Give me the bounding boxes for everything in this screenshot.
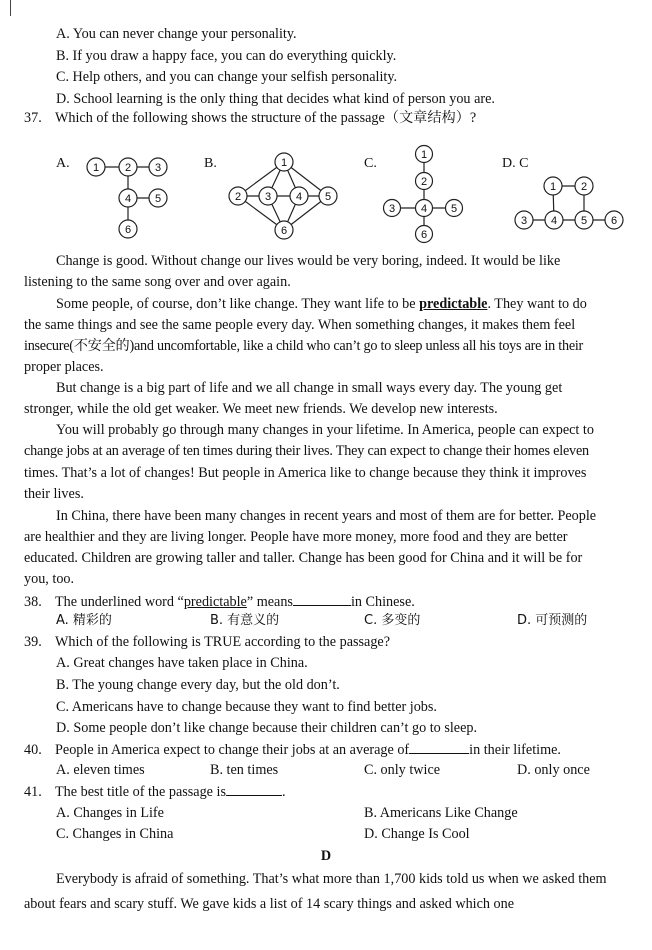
node-label: 1 [549,181,557,193]
node-label: 5 [154,193,162,205]
node-label: 4 [124,193,132,205]
node-label: 5 [324,191,332,203]
node-label: 2 [234,191,242,203]
answer-blank[interactable] [409,739,469,754]
passage-line: But change is a big part of life and we all change in small ways every day. The young get [56,380,563,396]
question-text: The best title of the passage is [55,784,226,800]
node-label: 6 [280,225,288,237]
q36-option-a: A. You can never change your personality. [56,26,297,42]
q40-option-c: C. only twice [364,762,441,778]
q38-option-d: D. 可预测的 [517,613,588,628]
structure-diagram-b [222,146,346,244]
question-number: 38. [24,594,42,610]
question-text: People in America expect to change their jobs at an average of [55,742,410,758]
node-label: 4 [420,203,428,215]
passage-line [56,294,587,315]
structure-diagram-a [80,148,180,244]
passage-line: you, too. [24,571,75,587]
structure-diagram-c [374,142,470,246]
diagram-label-d: D. C [502,156,529,171]
passage-line: are healthier and they are living longer. People have more money, more food and they are better [24,529,568,545]
q39-option-b: B. The young change every day, but the old don’t. [56,677,340,693]
node-label: 1 [92,162,100,174]
q38-option-b: B. 有意义的 [210,613,280,628]
passage-line: their lives. [24,486,84,502]
node-label: 1 [280,157,288,169]
passage-line: You will probably go through many changes in your lifetime. In America, people can expect to [56,422,594,438]
q41-option-d: D. Change Is Cool [364,826,470,842]
passage-line: Change is good. Without change our lives would be very boring, indeed. It would be like [56,253,561,269]
node-label: 6 [124,224,132,236]
node-label: 3 [388,203,396,215]
q41-option-b: B. Americans Like Change [364,805,518,821]
passage-line: times. That’s a lot of changes! But people in America like to change because they think it improves [24,465,587,481]
passage-line: educated. Children are growing taller and taller. Change has been good for China and it will be for [24,550,583,566]
question-number: 37. [24,110,42,126]
q36-option-c: C. Help others, and you can change your selfish personality. [56,69,398,85]
margin-line [10,0,11,16]
q41-option-a: A. Changes in Life [56,805,164,821]
question-text: . [282,784,286,800]
node-label: 2 [580,181,588,193]
q38-option-c: C. 多变的 [364,613,421,628]
passage-line: about fears and scary stuff. We gave kids a list of 14 scary things and asked which one [24,896,515,912]
answer-blank[interactable] [226,781,282,796]
question-text: Which of the following shows the structure of the passage（文章结构）? [55,110,477,126]
question-text: Which of the following is TRUE according to the passage? [55,634,391,650]
passage-line: In China, there have been many changes in recent years and most of them are for better. People [56,508,597,524]
question-text: in their lifetime. [469,742,561,758]
question-text: in Chinese. [350,594,415,610]
node-label: 5 [580,215,588,227]
diagram-label-a: A. [56,156,70,171]
diagram-label-b: B. [204,156,217,171]
node-label: 6 [610,215,618,227]
passage-line: proper places. [24,359,104,375]
question-text: The underlined word “ [55,594,184,610]
question-number: 40. [24,742,42,758]
node-label: 3 [154,162,162,174]
question-37 [24,108,476,129]
q39-option-d: D. Some people don’t like change because their children can’t go to sleep. [56,720,478,736]
section-heading: D [320,848,332,864]
underlined-word: predictable [419,296,488,312]
q40-option-a: A. eleven times [56,762,145,778]
node-label: 3 [264,191,272,203]
passage-line: change jobs at an average of ten times during their lives. They can expect to change their homes eleven [24,443,589,459]
q39-option-a: A. Great changes have taken place in China. [56,655,308,671]
question-41 [24,781,286,803]
answer-blank[interactable] [293,591,351,606]
passage-line: insecure(不安全的)and uncomfortable, like a child who can’t go to sleep unless all his toys are in their [24,338,584,354]
question-text: ” means [246,594,293,610]
node-label: 5 [450,203,458,215]
node-label: 6 [420,229,428,241]
q39-option-c: C. Americans have to change because they want to find better jobs. [56,699,437,715]
q38-option-a: A. 精彩的 [56,613,112,628]
q36-option-d: D. School learning is the only thing that decides what kind of person you are. [56,91,495,107]
q36-option-b: B. If you draw a happy face, you can do everything quickly. [56,48,397,64]
node-label: 2 [420,176,428,188]
underlined-word: predictable [183,594,247,610]
question-40 [24,739,561,761]
question-number: 41. [24,784,42,800]
passage-line: the same things and see the same people every day. When something changes, it makes them feel [24,317,576,333]
q40-option-d: D. only once [517,762,590,778]
passage-text: Some people, of course, don’t like change. They want life to be [56,296,420,312]
node-label: 1 [420,149,428,161]
question-39 [24,632,390,653]
passage-line: listening to the same song over and over again. [24,274,291,290]
structure-diagram-d [508,172,632,236]
node-label: 3 [520,215,528,227]
passage-line: Everybody is afraid of something. That’s what more than 1,700 kids told us when we asked them [56,871,607,887]
passage-text: . They want to do [487,296,587,312]
question-number: 39. [24,634,42,650]
node-label: 4 [550,215,558,227]
q40-option-b: B. ten times [210,762,279,778]
passage-line: stronger, while the old get weaker. We meet new friends. We develop new interests. [24,401,498,417]
q41-option-c: C. Changes in China [56,826,174,842]
node-label: 4 [295,191,303,203]
diagram-label-c: C. [364,156,377,171]
node-label: 2 [124,162,132,174]
